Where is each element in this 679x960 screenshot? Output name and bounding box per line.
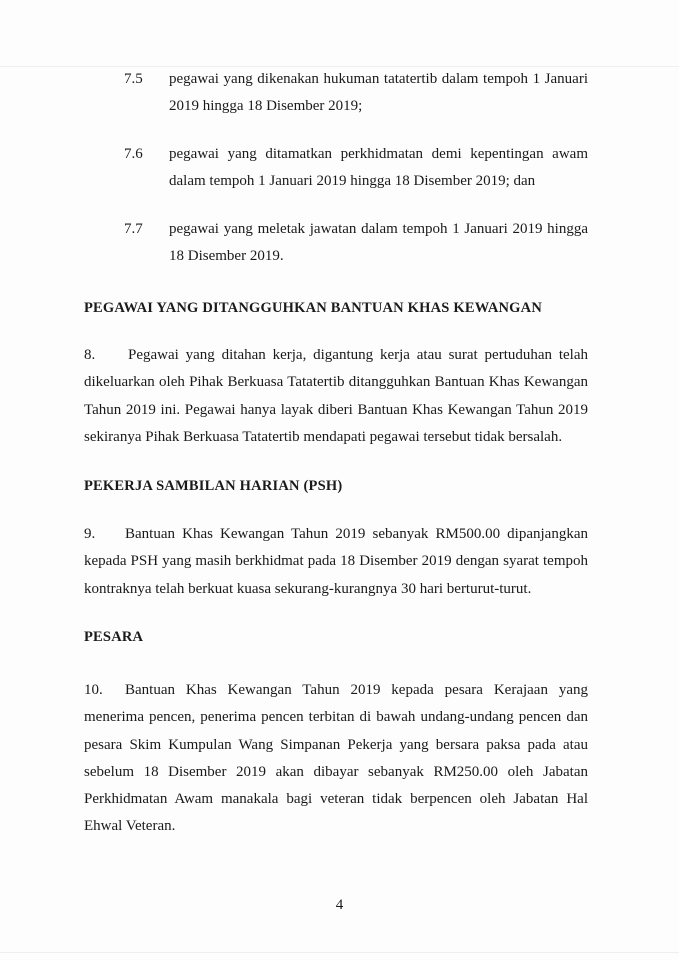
list-item-7-5 [124, 66, 588, 120]
page-number: 4 [335, 897, 344, 913]
list-item-7-6 [124, 141, 588, 195]
item-text: pegawai yang dikenakan hukuman tatatertib dalam tempoh 1 Januari 2019 hingga 18 Disember 2019; [169, 71, 588, 114]
paragraph-number: 10. [84, 682, 103, 698]
item-text: pegawai yang ditamatkan perkhidmatan demi kepentingan awam dalam tempoh 1 Januari 2019 hingga 18 Disember 2019; dan [169, 146, 588, 189]
item-number: 7.6 [124, 146, 143, 162]
paragraph-text: Bantuan Khas Kewangan Tahun 2019 kepada pesara Kerajaan yang menerima pencen, penerima pencen terbitan di bawah undang-undang pencen dan pesara Skim Kumpulan Wang Simpanan Pekerja yang bersara paksa pada atau sebelum 18 Disember 2019 akan dibayar sebanyak RM250.00 oleh Jabatan Perkhidmatan Awam manakala bagi veteran tidak berpencen oleh Jabatan Hal Ehwal Veteran. [84, 682, 588, 835]
item-text: pegawai yang meletak jawatan dalam tempoh 1 Januari 2019 hingga 18 Disember 2019. [169, 221, 588, 264]
paragraph-text: Pegawai yang ditahan kerja, digantung kerja atau surat pertuduhan telah dikeluarkan oleh Pihak Berkuasa Tatatertib ditangguhkan Bantuan Khas Kewangan Tahun 2019 ini. Pegawai hanya layak diberi Bantuan Khas Kewangan Tahun 2019 sekiranya Pihak Berkuasa Tatatertib mendapati pegawai tersebut tidak bersalah. [84, 347, 588, 445]
item-number: 7.5 [124, 71, 143, 87]
paragraph-9 [84, 521, 588, 603]
paragraph-10 [84, 677, 588, 841]
list-item-7-7 [124, 216, 588, 270]
paragraph-number: 9. [84, 526, 96, 542]
item-number: 7.7 [124, 221, 143, 237]
paragraph-number: 8. [84, 347, 96, 363]
section-heading-psh: PEKERJA SAMBILAN HARIAN (PSH) [84, 478, 343, 494]
scan-edge-bottom [0, 952, 679, 953]
section-heading-ditangguhkan: PEGAWAI YANG DITANGGUHKAN BANTUAN KHAS KEWANGAN [84, 300, 543, 316]
paragraph-8 [84, 342, 588, 451]
paragraph-text: Bantuan Khas Kewangan Tahun 2019 sebanyak RM500.00 dipanjangkan kepada PSH yang masih berkhidmat pada 18 Disember 2019 dengan syarat tempoh kontraknya telah berkuat kuasa sekurang-kurangnya 30 hari berturut-turut. [84, 526, 588, 597]
section-heading-pesara: PESARA [84, 629, 144, 645]
